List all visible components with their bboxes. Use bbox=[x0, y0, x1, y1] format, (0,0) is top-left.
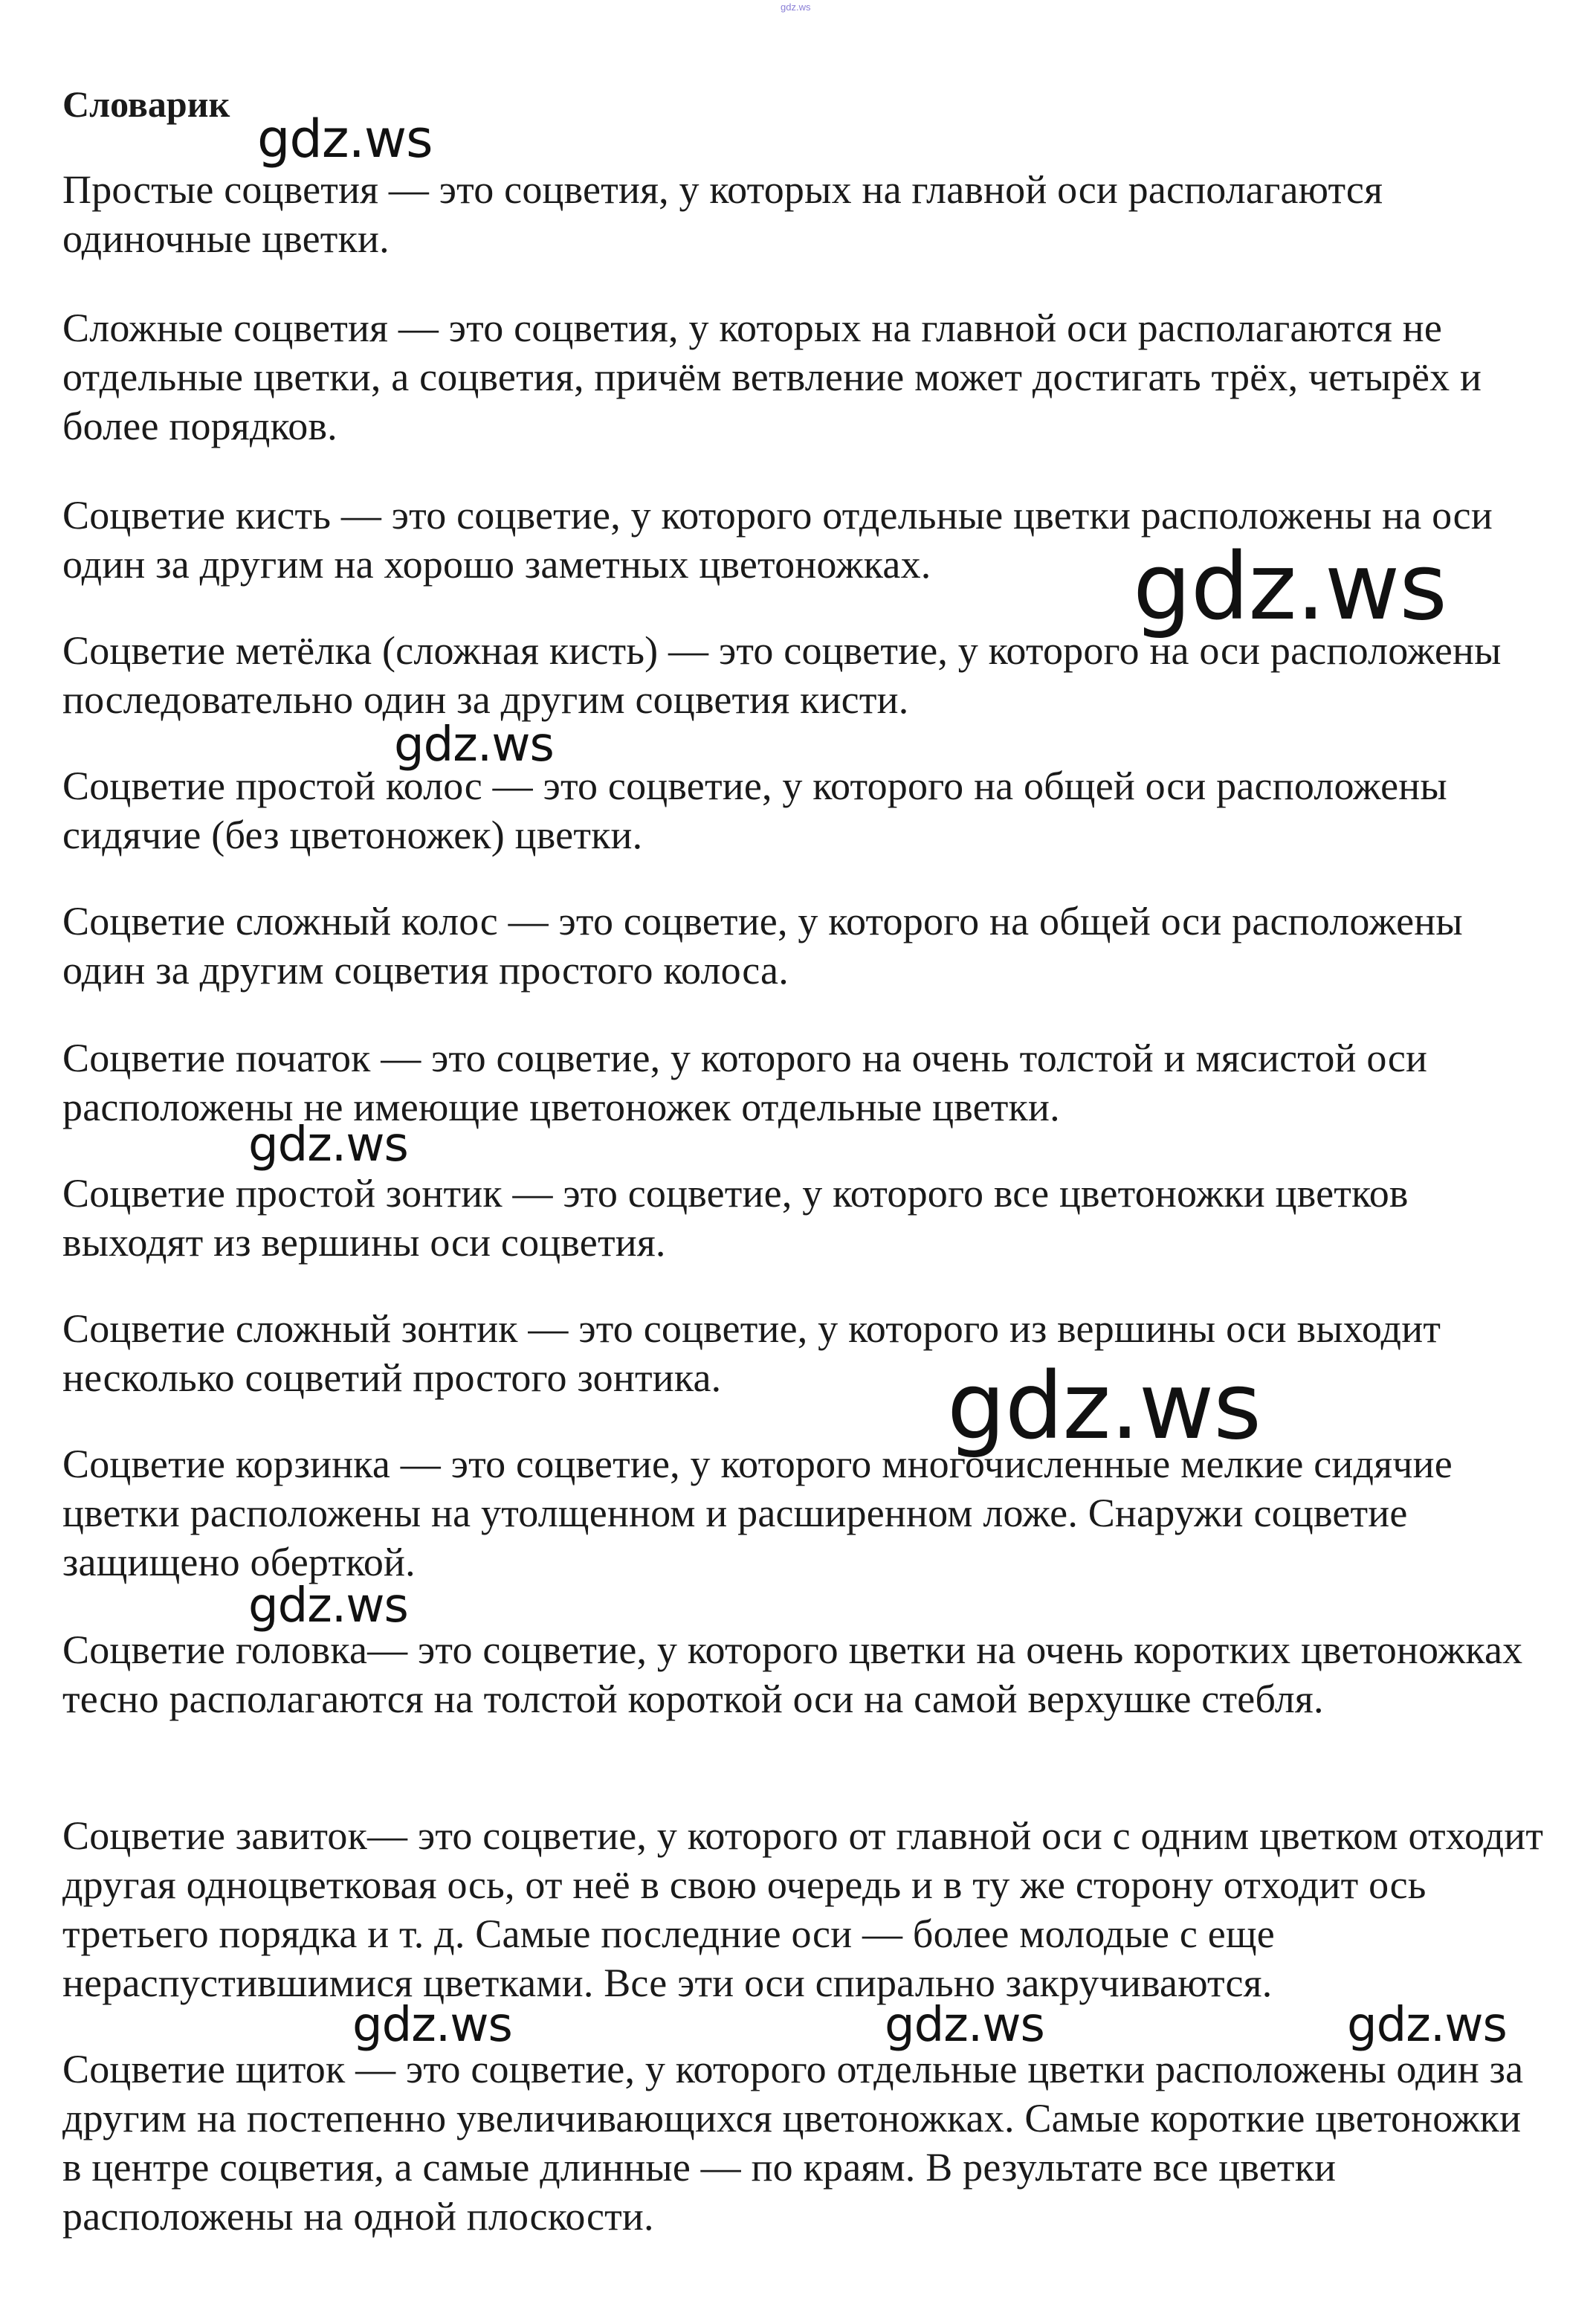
watermark: gdz.ws bbox=[257, 109, 433, 170]
entry-simple-umbel: Соцветие простой зонтик — это соцветие, у которого все цветоножки цветков выходят из вершины оси соцветия. bbox=[62, 1171, 1409, 1265]
entry-head: Соцветие головка— это соцветие, у которого цветки на очень коротких цветоножках тесно располагаются на толстой короткой оси на самой верхушке стебля. bbox=[62, 1627, 1523, 1721]
top-watermark: gdz.ws bbox=[781, 1, 811, 13]
entry-cincinnus: Соцветие завиток— это соцветие, у которого от главной оси с одним цветком отходит другая одноцветковая ось, от неё в свою очередь и в ту же сторону отходит ось третьего порядка и т. д. Самые последние оси — более молодые с еще нераспустившимися цветками. Все эти оси спирально закручиваются. bbox=[62, 1813, 1544, 2005]
entry-spadix: Соцветие початок — это соцветие, у которого на очень толстой и мясистой оси расположены не имеющие цветоножек отдельные цветки. bbox=[62, 1036, 1428, 1129]
entry-raceme: Соцветие кисть — это соцветие, у которого отдельные цветки расположены на оси один за другим на хорошо заметных цветоножках. bbox=[62, 493, 1493, 587]
watermark: gdz.ws bbox=[248, 1117, 408, 1172]
watermark: gdz.ws bbox=[885, 1998, 1044, 2053]
entry-complex-inflorescences: Сложные соцветия — это соцветия, у которых на главной оси располагаются не отдельные цветки, а соцветия, причём ветвление может достигать трёх, четырёх и более порядков. bbox=[62, 306, 1482, 448]
entry-simple-inflorescences: Простые соцветия — это соцветия, у которых на главной оси располагаются одиночные цветки. bbox=[62, 167, 1383, 261]
watermark: gdz.ws bbox=[947, 1353, 1261, 1460]
entry-compound-spike: Соцветие сложный колос — это соцветие, у которого на общей оси расположены один за другим соцветия простого колоса. bbox=[62, 899, 1463, 993]
entry-panicle: Соцветие метёлка (сложная кисть) — это соцветие, у которого на оси расположены последовательно один за другим соцветия кисти. bbox=[62, 628, 1502, 722]
watermark: gdz.ws bbox=[248, 1578, 408, 1633]
watermark: gdz.ws bbox=[1347, 1998, 1507, 2053]
entry-simple-spike: Соцветие простой колос — это соцветие, у которого на общей оси расположены сидячие (без цветоножек) цветки. bbox=[62, 764, 1447, 857]
watermark: gdz.ws bbox=[352, 1998, 512, 2053]
watermark: gdz.ws bbox=[1133, 534, 1447, 641]
entry-corymb: Соцветие щиток — это соцветие, у которого отдельные цветки расположены один за другим на постепенно увеличивающихся цветоножках. Самые короткие цветоножки в центре соцветия, а самые длинные — по краям. В результате все цветки расположены на одной плоскости. bbox=[62, 2047, 1524, 2239]
page-title: Словарик bbox=[62, 83, 230, 125]
watermark: gdz.ws bbox=[394, 717, 554, 772]
entry-capitulum: Соцветие корзинка — это соцветие, у которого многочисленные мелкие сидячие цветки расположены на утолщенном и расширенном ложе. Снаружи соцветие защищено оберткой. bbox=[62, 1442, 1453, 1584]
entry-compound-umbel: Соцветие сложный зонтик — это соцветие, у которого из вершины оси выходит несколько соцветий простого зонтика. bbox=[62, 1306, 1441, 1400]
